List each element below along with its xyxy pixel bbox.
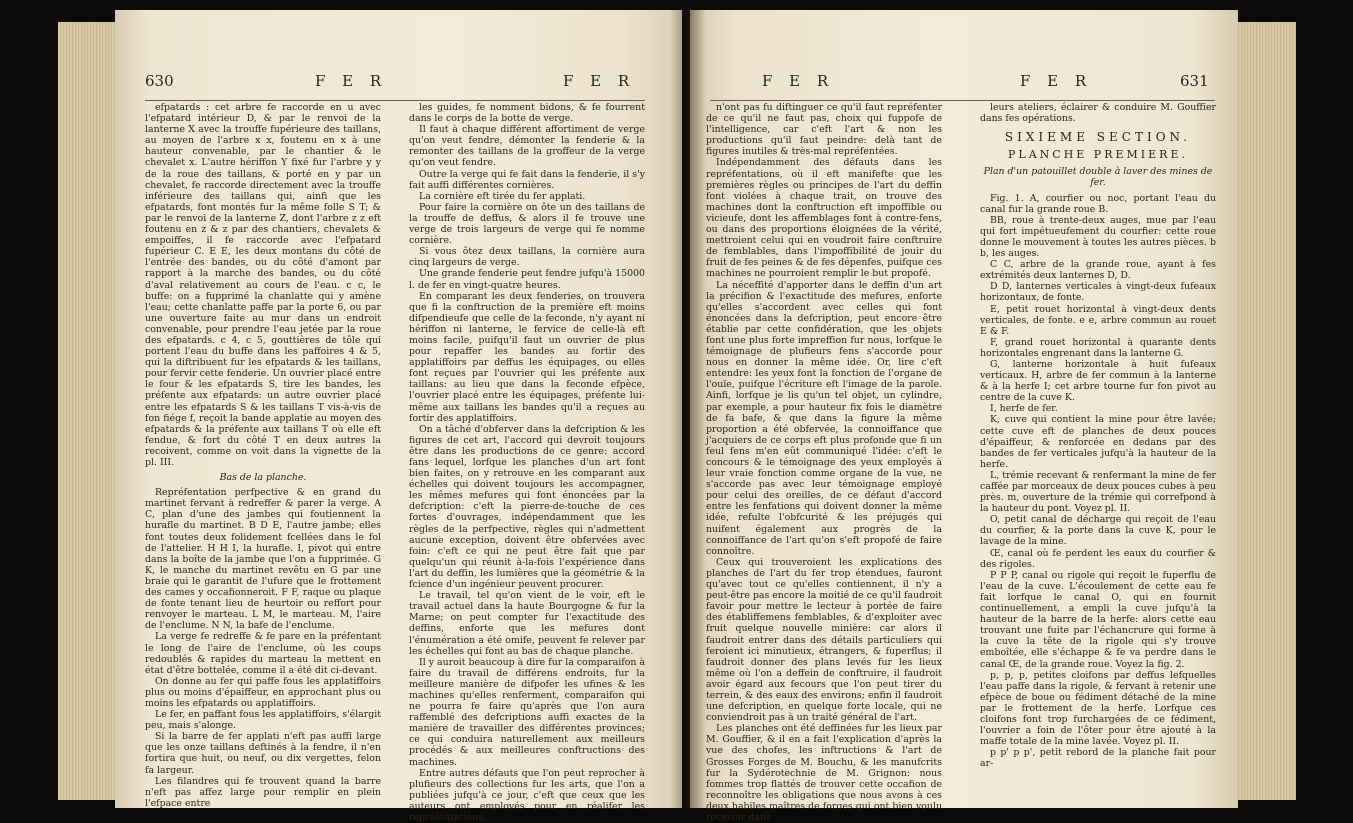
text-column-right (980, 102, 1216, 769)
paragraph: On donne au fer qui paffe fous les applatiffoirs plus ou moins d'épaiffeur, en approchant plus ou moins les efpatards ou applatiffoirs. (145, 675, 381, 709)
paragraph: Il faut à chaque différent affortiment de verge qu'on veut fendre, démonter la fenderie & la remonter des taillans de la groffeur de la verge qu'on veut fendre. (409, 124, 645, 169)
paragraph: O, petit canal de décharge qui reçoit de l'eau du courfier, & la porte dans la cuve K, pour le lavage de la mine. (980, 514, 1216, 548)
paragraph: Fig. 1. A, courfier ou noc, portant l'eau du canal fur la grande roue B. (980, 192, 1216, 215)
paragraph: I, herfe de fer. (990, 403, 1058, 415)
paragraph: D D, lanternes verticales à vingt-deux fufeaux horizontaux, de fonte. (980, 281, 1216, 304)
paragraph: n'ont pas fu diftinguer ce qu'il faut repréfenter de ce qu'il ne faut pas, choix qui fuppofe de l'intelligence, car c'eft l'art & non les productions qu'il faut peindre: delà tant de figures inutiles & très-mal repréfentées. (706, 102, 942, 158)
paragraph: Pour faire la cornière on ôte un des taillans de la trouffe de deffus, & alors il fe trouve une verge de trois largeurs de verge qui fe nomme cornière. (409, 201, 645, 247)
paragraph: Ceux qui trouveroient les explications des planches de l'art du fer trop étendues, fauront qu'avec tout ce qu'elles contiennent, il n'y a peut-être pas encore la moitié de ce qu'il faudroit favoir pour mettre le lecteur à portée de faire des établiffemens femblables, & d'exploiter avec fruit quelque nouvelle minière: car alors il faudroit entrer dans des détails particuliers qui feroient ici minutieux, étrangers, & fuperflus; il faudroit donner des plans levés fur les lieux même où l'on a deffein de conftruire, il faudroit avoir égard aux fecours que l'on peut tirer du terrein, & des eaux des environs; enfin il faudroit une defcription, en quelque forte locale, qui ne conviendroit pas à un traité général de l'art. (706, 556, 943, 724)
text-column-left (706, 102, 942, 823)
running-head: F E R (762, 72, 835, 90)
plate-caption: Plan d'un patouillet double à laver des mines de fer. (983, 166, 1213, 189)
left-page-edges (58, 22, 118, 800)
paragraph: Repréfentation perfpective & en grand du martinet fervant à redreffer & parer la verge. A C, plan d'une des jambes qui foutiennent la hurafle du martinet. B D E, l'autre jambe; elles font toutes deux folidement fcellées dans le fol de l'attelier. H H I, la hurafle. I, pivot qui entre dans la boîte de la jambe que l'on a fupprimée. G K, le manche du martinet revêtu en G par une braie qui le garantit de l'ufure que le frottement des cames y occafionneroit. F F, raque ou plaque de fonte tenant lieu de heurtoir ou reffort pour renvoyer le marteau. L M, le marteau. M, l'aire de l'enclume. N N, la bafe de l'enclume. (145, 487, 381, 632)
paragraph: Œ, canal où fe perdent les eaux du courfier & des rigoles. (980, 547, 1216, 570)
paragraph: leurs ateliers, éclairer & conduire M. Gouffier dans fes opérations. (980, 102, 1216, 125)
paragraph: Les planches ont été deffinées fur les lieux par M. Gouffier, & il en a fait l'explication d'après la vue des chofes, les inftructions & l'art de Grosses Forges de M. Bouchu, & les manufcrits fur la Sydérotechnie de M. Grignon: nous fommes trop flattés de trouver cette occafion de reconnoître les obligations que nous avons à ces deux habiles maîtres de forges qui ont bien voulu recevoir dans (706, 723, 942, 823)
paragraph: p p' p p', petit rebord de la planche fait pour ar- (980, 747, 1216, 770)
paragraph: La verge fe redreffe & fe pare en la préfentant le long de l'aire de l'enclume, où les coups redoublés & rapides du marteau la mettent en état d'être bottelée, comme il a été dit ci-devant. (145, 631, 381, 676)
paragraph: Il y auroit beaucoup à dire fur la comparaifon à faire du travail de différens endroits, fur la meilleure manière de difpofer les ufines & les machines qu'elles renferment, comparaifon qui ne pourra fe faire qu'après que l'on aura raffemblé des defcriptions auffi exactes de la manière de travailler des différentes provinces; ce qui conduira naturellement aux meilleurs procédés & aux meilleures conftructions des machines. (409, 656, 645, 768)
paragraph: Si la barre de fer applati n'eft pas auffi large que les onze taillans deftinés à la fendre, il n'en fortira que huit, ou neuf, ou dix vergettes, felon fa largeur. (145, 731, 381, 776)
paragraph: Si vous ôtez deux taillans, la cornière aura cinq largeurs de verge. (409, 246, 645, 269)
text-column-left (145, 102, 381, 809)
page-number: 631 (1180, 72, 1209, 90)
text-column-right (409, 102, 645, 823)
right-page (690, 10, 1238, 823)
subheading: Bas de la planche. (219, 472, 307, 484)
paragraph: On a tâché d'obferver dans la defcription & les figures de cet art, l'accord qui devroit toujours être dans les productions de ce genre: accord fans lequel, lorfque les planches d'un art font bien faites, on y retrouve en les comparant aux échelles qui doivent toujours les accompagner, les mêmes mefures qui font énoncées par la defcription: c'eft la pierre-de-touche de ces fortes d'ouvrages, indépendamment que les règles de la perfpective, règles qui n'admettent aucune exception, doivent être obfervées avec foin: c'eft ce qui ne peut être fait que par quelqu'un qui réunit à-la-fois l'expérience dans l'art du deffin, les lumières que la géométrie & la fcience d'un ingénieur peuvent procurer. (409, 423, 645, 591)
paragraph: Une grande fenderie peut fendre jufqu'à 15000 l. de fer en vingt-quatre heures. (409, 268, 645, 291)
paragraph: Le fer, en paffant fous les applatiffoirs, s'élargit peu, mais s'alonge. (145, 709, 381, 732)
paragraph: efpatards : cet arbre fe raccorde en u avec l'efpatard intérieur D, & par le renvoi de la lanterne X avec la trouffe fupérieure des taillans, au moyen de l'arbre x x, foutenu en x à une hauteur convenable, par le chantier & le chevalet x. L'autre hériffon Y fixé fur l'arbre y y de la roue des taillans, & porté en y par un chevalet, fe raccorde directement avec la trouffe inférieure des taillans qui, ainfi que les efpatards, font montés fur la même folle S T; & par le renvoi de la lanterne Z, dont l'arbre z z eft foutenu en z & z par des chantiers, chevalets & empoiffes, il fe raccorde avec l'efpatard fupérieur C. E E, les deux montans du côté de l'entrée des bandes, ou du côté d'amont par rapport à la marche des bandes, ou du côté d'aval relativement au cours de l'eau. c c, le buffe: on a fupprimé la chanlatte qui y amène l'eau; cette chanlatte paffe par la porte 6, ou par une ouverture faite au mur dans un endroit convenable, pour prendre l'eau jetée par la roue des efpatards. c 4, c 5, gouttières de tôle qui portent l'eau du buffe dans les paffoires 4 & 5, qui la diftribuent fur les efpatards & les taillans, pour fervir cette fenderie. Un ouvrier placé entre le four & les efpatards S, tire les bandes, les préfente aux efpatards: un autre ouvrier placé entre les efpatards S & les taillans T vis-à-vis de fon fiége f, reçoit la bande applatie au moyen des efpatards & la préfente aux taillans T où elle eft fendue, & fort du côté T en deux autres la recoivent, comme on voit dans la vignette de la pl. III. (145, 102, 381, 468)
paragraph: Entre autres défauts que l'on peut reprocher à plufieurs des collections fur les arts, que l'on a publiées jufqu'à ce jour, c'eft que ceux que les auteurs ont employés pour en réalifer les repréfentations, (409, 767, 645, 823)
running-head: F E R (1020, 72, 1093, 90)
paragraph: La néceffité d'apporter dans le deffin d'un art la précifion & l'exactitude des mefures, enforte qu'elles s'accordent avec celles qui font énoncées dans la defcription, peut encore être établie par cette confidération, que les objets font une plus forte impreffion fur nous, lorfque le témoignage de plufieurs fens s'accorde pour nous en donner la même idée. Or, lire c'eft entendre: les yeux font la fonction de l'organe de l'ouïe, puifque l'écriture eft l'image de la parole. Ainfi, lorfque je lis qu'un tel objet, un cylindre, par exemple, a pour hauteur fix fois le diamètre de fa bafe, & que dans la figure la même proportion a été obfervée, la connoiffance que j'acquiers de ce corps eft plus profonde que fi un feul fens m'en eût communiqué l'idée: c'eft le concours & le témoignage des yeux employés à leur vraie fonction comme organe de la vue, ne s'accorde pas avec leur témoignage employé pour celui des oreilles, de ce défaut d'accord entre les fenfations qui doivent donner la même idée, refulte l'obfcurité & les préjugés qui nuifent également aux progrès de la connoiffance de l'art qu'on s'eft propofé de faire connoître. (706, 279, 942, 557)
paragraph: L, trémie recevant & renfermant la mine de fer caffée par morceaux de deux pouces cubes à peu près. m, ouverture de la trémie qui correfpond à la hauteur du pont. Voyez pl. II. (980, 469, 1216, 515)
section-title: SIXIEME SECTION. (1004, 130, 1192, 145)
right-page-edges (1236, 22, 1296, 800)
paragraph: Outre la verge qui fe fait dans la fenderie, il s'y fait auffi différentes cornières. (409, 168, 645, 191)
running-head: F E R (563, 72, 636, 90)
paragraph: E, petit rouet horizontal à vingt-deux dents verticales, de fonte. e e, arbre commun au rouet E & F. (980, 303, 1216, 337)
header-rule (710, 100, 1215, 101)
paragraph: En comparant les deux fenderies, on trouvera que fi la conftruction de la première eft moins difpendieufe que celle de la feconde, n'y ayant ni hériffon ni lanterne, le fervice de celle-là eft moins facile, puifqu'il faut un ouvrier de plus pour repaffer les bandes au fortir des applatiffoirs par deffus les équipages, ou elles font reçues par l'ouvrier qui les préfente aux taillans: au lieu que dans la feconde efpèce, l'ouvrier placé entre les équipages, préfente lui-même aux taillans les bandes qu'il a reçues au fortir des applatiffoirs. (409, 290, 645, 424)
page-number: 630 (145, 72, 174, 90)
paragraph: Le travail, tel qu'on vient de le voir, eft le travail actuel dans la haute Bourgogne & fur la Marne; on peut compter fur l'exactitude des deffins, enforte que les mefures dont l'énumération a été omife, peuvent fe relever par les échelles qui font au bas de chaque planche. (409, 590, 645, 657)
paragraph: Les filandres qui fe trouvent quand la barre n'eft pas affez large pour remplir en plein l'efpace entre (145, 775, 381, 809)
paragraph: Indépendamment des défauts dans les repréfentations, où il eft manifefte que les premières règles ou principes de l'art du deffin font violées à chaque trait, on trouve des machines dont la conftruction eft impoffible ou vicieufe, dont les affemblages font à contre-fens, ou dans des proportions éloignées de la vérité, mettroient celui qui en voudroit faire conftruire de femblables, dans l'impoffibilité de jouir du fruit de fes peines & de fes dépenfes, puifque ces machines ne pourroient remplir le but propofé. (706, 157, 942, 280)
plate-title: PLANCHE PREMIERE. (1008, 148, 1188, 162)
paragraph: les guides, fe nomment bidons, & fe fourrent dans le corps de la botte de verge. (409, 102, 645, 125)
paragraph: p, p, p, petites cloifons par deffus lefquelles l'eau paffe dans la rigole, & fervant à retenir une efpèce de boue ou fédiment détaché de la mine par le frottement de la herfe. Lorfque ces cloifons font trop furchargées de ce fédiment, l'ouvrier a foin de l'ôter pour être ajouté à la maffe totale de la mine lavée. Voyez pl. II. (980, 669, 1216, 748)
header-rule (145, 100, 645, 101)
paragraph: P P P, canal ou rigole qui reçoit le fuperflu de l'eau de la cuve. L'écoulement de cette eau fe fait lorfque le canal O, qui en fournit continuellement, a empli la cuve jufqu'à la hauteur de la barre de la herfe: alors cette eau trouvant une fuite par l'échancrure qui forme à la cuve la tête de la rigole qui s'y trouve emboîtée, elle s'échappe & fe va perdre dans le canal Œ, de la grande roue. Voyez la fig. 2. (980, 569, 1216, 670)
paragraph: BB, roue à trente-deux auges, mue par l'eau qui fort impétueufement du courfier: cette roue donne le mouvement à toutes les autres pièces. b b, les auges. (980, 214, 1216, 260)
book-gutter (670, 10, 706, 808)
paragraph: K, cuve qui contient la mine pour être lavée; cette cuve eft de planches de deux pouces d'épaiffeur, & renforcée en dedans par des bandes de fer verticales jufqu'à la hauteur de la herfe. (980, 414, 1216, 470)
paragraph: G, lanterne horizontale à huit fufeaux verticaux. H, arbre de fer commun à la lanterne & à la herfe I; cet arbre tourne fur fon pivot au centre de la cuve K. (980, 358, 1216, 404)
left-page (115, 10, 682, 823)
running-head: F E R (315, 72, 388, 90)
paragraph: F, grand rouet horizontal à quarante dents horizontales engrenant dans la lanterne G. (980, 336, 1216, 359)
paragraph: C C, arbre de la grande roue, ayant à fes extrémités deux lanternes D, D. (980, 259, 1216, 282)
paragraph: La cornière eft tirée du fer applati. (419, 190, 586, 202)
